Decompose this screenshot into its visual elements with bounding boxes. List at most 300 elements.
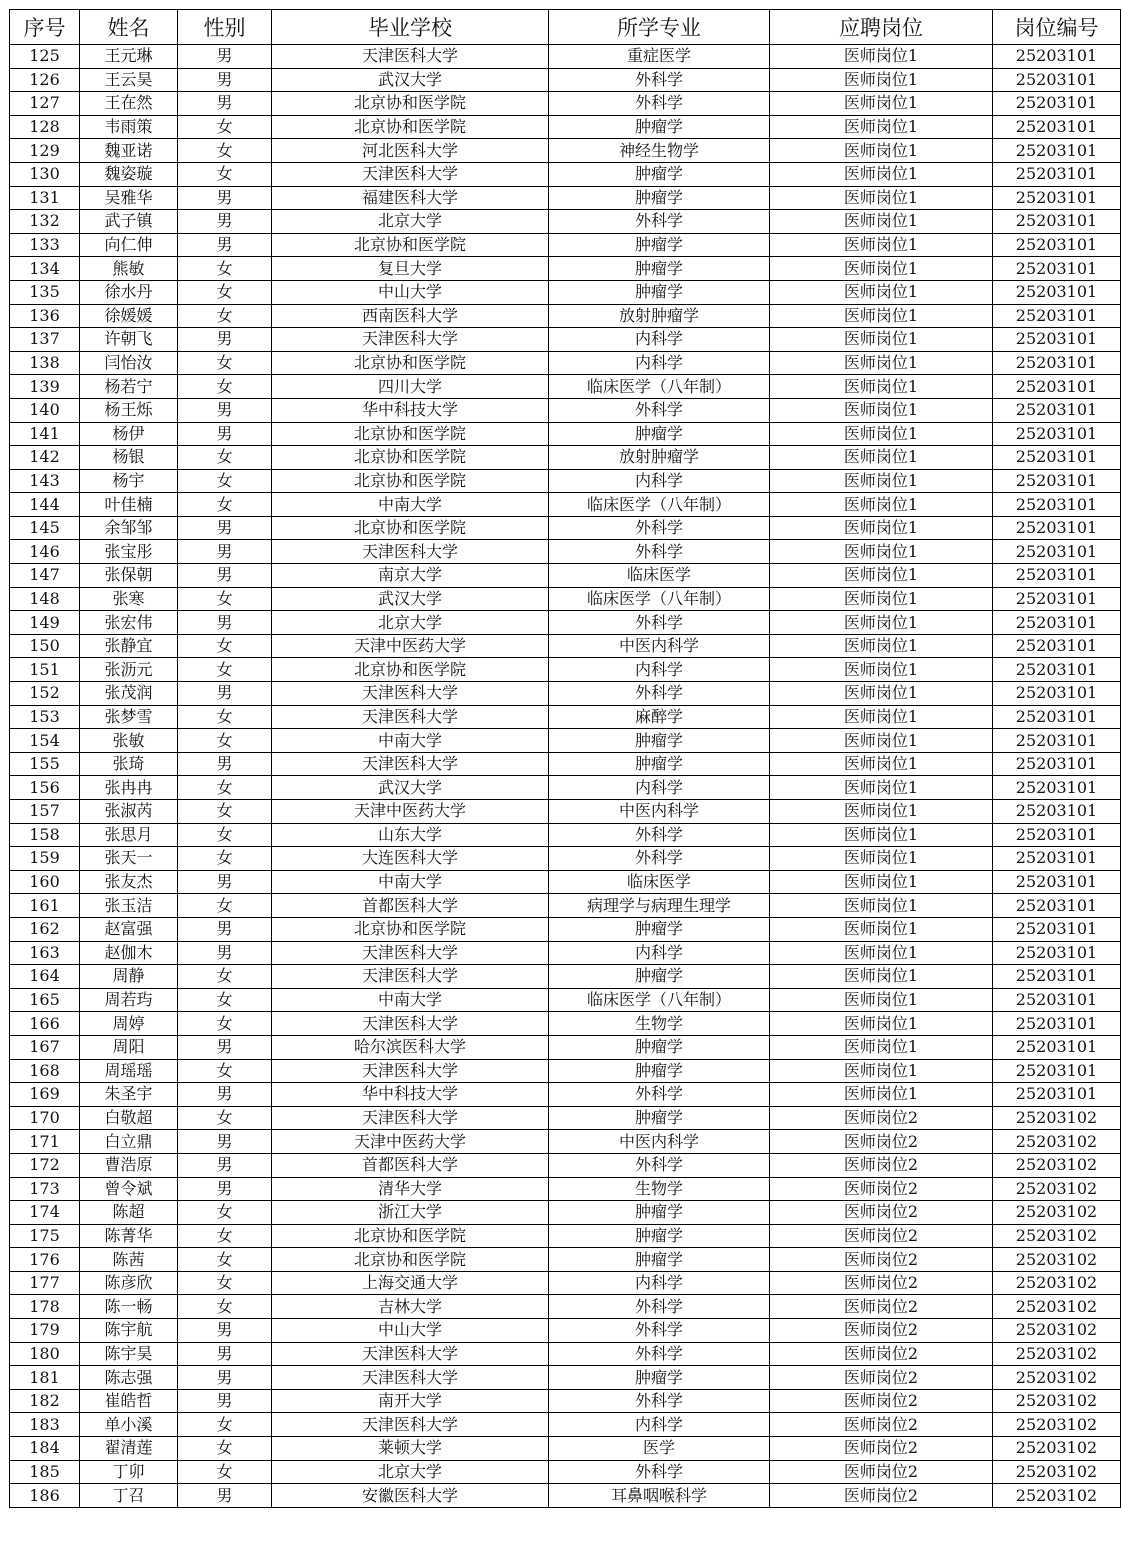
cell-index: 146 [10, 540, 80, 564]
table-row [10, 564, 1121, 588]
cell-index: 170 [10, 1106, 80, 1130]
cell-gender: 女 [178, 1012, 272, 1036]
cell-name: 张茂润 [80, 682, 178, 706]
cell-gender: 女 [178, 115, 272, 139]
cell-position: 医师岗位1 [770, 752, 993, 776]
cell-school: 天津医科大学 [272, 1106, 549, 1130]
cell-index: 125 [10, 45, 80, 69]
cell-name: 王云昊 [80, 68, 178, 92]
table-row [10, 1224, 1121, 1248]
cell-position: 医师岗位1 [770, 894, 993, 918]
cell-name: 王元琳 [80, 45, 178, 69]
cell-position: 医师岗位1 [770, 823, 993, 847]
cell-position-code: 25203102 [993, 1106, 1121, 1130]
cell-position: 医师岗位1 [770, 516, 993, 540]
cell-gender: 女 [178, 894, 272, 918]
cell-index: 137 [10, 328, 80, 352]
cell-major: 外科学 [549, 682, 770, 706]
cell-school: 北京协和医学院 [272, 351, 549, 375]
cell-gender: 女 [178, 351, 272, 375]
cell-position: 医师岗位2 [770, 1271, 993, 1295]
table-row [10, 398, 1121, 422]
cell-school: 北京大学 [272, 1460, 549, 1484]
cell-name: 许朝飞 [80, 328, 178, 352]
cell-school: 上海交通大学 [272, 1271, 549, 1295]
table-row [10, 847, 1121, 871]
cell-school: 南京大学 [272, 564, 549, 588]
cell-name: 杨伊 [80, 422, 178, 446]
cell-name: 武子镇 [80, 210, 178, 234]
cell-position-code: 25203101 [993, 328, 1121, 352]
cell-name: 张友杰 [80, 870, 178, 894]
cell-school: 北京协和医学院 [272, 92, 549, 116]
cell-position-code: 25203101 [993, 280, 1121, 304]
table-row [10, 800, 1121, 824]
cell-major: 肿瘤学 [549, 1106, 770, 1130]
cell-gender: 男 [178, 1319, 272, 1343]
cell-school: 哈尔滨医科大学 [272, 1035, 549, 1059]
cell-position-code: 25203102 [993, 1413, 1121, 1437]
cell-position-code: 25203101 [993, 917, 1121, 941]
cell-gender: 女 [178, 493, 272, 517]
cell-gender: 女 [178, 705, 272, 729]
cell-gender: 女 [178, 823, 272, 847]
cell-major: 外科学 [549, 516, 770, 540]
cell-position-code: 25203101 [993, 564, 1121, 588]
cell-index: 185 [10, 1460, 80, 1484]
table-row [10, 233, 1121, 257]
table-row [10, 1413, 1121, 1437]
cell-position: 医师岗位2 [770, 1389, 993, 1413]
table-row [10, 1319, 1121, 1343]
cell-name: 杨王烁 [80, 398, 178, 422]
table-body [10, 45, 1121, 1508]
cell-index: 184 [10, 1437, 80, 1461]
cell-gender: 男 [178, 917, 272, 941]
table-row [10, 351, 1121, 375]
cell-name: 张天一 [80, 847, 178, 871]
cell-name: 徐水丹 [80, 280, 178, 304]
cell-major: 中医内科学 [549, 800, 770, 824]
table-row [10, 45, 1121, 69]
table-row [10, 917, 1121, 941]
cell-position: 医师岗位2 [770, 1484, 993, 1508]
cell-school: 天津医科大学 [272, 1342, 549, 1366]
cell-index: 179 [10, 1319, 80, 1343]
cell-school: 中南大学 [272, 988, 549, 1012]
cell-position: 医师岗位1 [770, 729, 993, 753]
cell-position-code: 25203101 [993, 1012, 1121, 1036]
cell-name: 张寒 [80, 587, 178, 611]
cell-name: 张静宜 [80, 634, 178, 658]
cell-school: 中山大学 [272, 280, 549, 304]
cell-position: 医师岗位1 [770, 375, 993, 399]
table-row [10, 1271, 1121, 1295]
cell-position: 医师岗位1 [770, 1035, 993, 1059]
cell-position-code: 25203101 [993, 682, 1121, 706]
cell-index: 157 [10, 800, 80, 824]
cell-gender: 女 [178, 1295, 272, 1319]
cell-position: 医师岗位1 [770, 682, 993, 706]
cell-major: 神经生物学 [549, 139, 770, 163]
cell-index: 175 [10, 1224, 80, 1248]
cell-position-code: 25203101 [993, 469, 1121, 493]
cell-position-code: 25203101 [993, 233, 1121, 257]
cell-position-code: 25203102 [993, 1248, 1121, 1272]
cell-major: 外科学 [549, 92, 770, 116]
cell-gender: 女 [178, 800, 272, 824]
cell-position: 医师岗位1 [770, 92, 993, 116]
table-row [10, 587, 1121, 611]
cell-name: 周静 [80, 965, 178, 989]
cell-major: 外科学 [549, 1460, 770, 1484]
table-row [10, 776, 1121, 800]
cell-school: 首都医科大学 [272, 894, 549, 918]
cell-name: 张宏伟 [80, 611, 178, 635]
cell-name: 张梦雪 [80, 705, 178, 729]
cell-school: 福建医科大学 [272, 186, 549, 210]
cell-index: 168 [10, 1059, 80, 1083]
cell-major: 医学 [549, 1437, 770, 1461]
cell-index: 176 [10, 1248, 80, 1272]
cell-major: 外科学 [549, 210, 770, 234]
cell-position: 医师岗位2 [770, 1153, 993, 1177]
cell-position-code: 25203101 [993, 68, 1121, 92]
cell-position-code: 25203101 [993, 988, 1121, 1012]
cell-gender: 女 [178, 1201, 272, 1225]
cell-position-code: 25203101 [993, 847, 1121, 871]
cell-major: 外科学 [549, 1153, 770, 1177]
cell-index: 129 [10, 139, 80, 163]
cell-index: 165 [10, 988, 80, 1012]
table-row [10, 941, 1121, 965]
cell-school: 武汉大学 [272, 776, 549, 800]
cell-position: 医师岗位1 [770, 280, 993, 304]
header-row [10, 10, 1121, 45]
cell-major: 放射肿瘤学 [549, 446, 770, 470]
cell-index: 183 [10, 1413, 80, 1437]
cell-major: 肿瘤学 [549, 1248, 770, 1272]
table-header [10, 10, 1121, 45]
cell-position: 医师岗位2 [770, 1413, 993, 1437]
cell-major: 肿瘤学 [549, 1201, 770, 1225]
cell-name: 周若玙 [80, 988, 178, 1012]
cell-gender: 男 [178, 45, 272, 69]
cell-school: 安徽医科大学 [272, 1484, 549, 1508]
cell-position: 医师岗位2 [770, 1460, 993, 1484]
cell-major: 中医内科学 [549, 1130, 770, 1154]
cell-index: 139 [10, 375, 80, 399]
cell-major: 外科学 [549, 847, 770, 871]
cell-major: 临床医学（八年制） [549, 587, 770, 611]
cell-name: 周阳 [80, 1035, 178, 1059]
table-row [10, 1201, 1121, 1225]
cell-major: 内科学 [549, 1271, 770, 1295]
cell-major: 肿瘤学 [549, 115, 770, 139]
cell-school: 浙江大学 [272, 1201, 549, 1225]
cell-name: 单小溪 [80, 1413, 178, 1437]
cell-major: 麻醉学 [549, 705, 770, 729]
cell-index: 186 [10, 1484, 80, 1508]
cell-name: 赵富强 [80, 917, 178, 941]
cell-major: 内科学 [549, 776, 770, 800]
table-row [10, 1059, 1121, 1083]
table-row [10, 1295, 1121, 1319]
cell-major: 内科学 [549, 1413, 770, 1437]
cell-position-code: 25203101 [993, 210, 1121, 234]
table-row [10, 658, 1121, 682]
cell-school: 中山大学 [272, 1319, 549, 1343]
table-row [10, 1177, 1121, 1201]
cell-major: 肿瘤学 [549, 233, 770, 257]
cell-school: 天津医科大学 [272, 705, 549, 729]
cell-gender: 男 [178, 564, 272, 588]
cell-school: 天津中医药大学 [272, 800, 549, 824]
cell-gender: 女 [178, 1437, 272, 1461]
cell-index: 178 [10, 1295, 80, 1319]
cell-position-code: 25203101 [993, 823, 1121, 847]
cell-position-code: 25203101 [993, 587, 1121, 611]
cell-index: 171 [10, 1130, 80, 1154]
cell-gender: 男 [178, 186, 272, 210]
cell-name: 翟清莲 [80, 1437, 178, 1461]
cell-position: 医师岗位1 [770, 446, 993, 470]
cell-name: 陈宇航 [80, 1319, 178, 1343]
cell-position-code: 25203101 [993, 540, 1121, 564]
cell-index: 135 [10, 280, 80, 304]
cell-gender: 男 [178, 328, 272, 352]
cell-position: 医师岗位1 [770, 917, 993, 941]
cell-name: 张宝彤 [80, 540, 178, 564]
cell-gender: 男 [178, 1035, 272, 1059]
cell-school: 天津医科大学 [272, 1059, 549, 1083]
table-row [10, 1153, 1121, 1177]
cell-gender: 男 [178, 540, 272, 564]
table-row [10, 139, 1121, 163]
cell-major: 外科学 [549, 1342, 770, 1366]
table-row [10, 634, 1121, 658]
cell-major: 耳鼻咽喉科学 [549, 1484, 770, 1508]
cell-position: 医师岗位2 [770, 1366, 993, 1390]
cell-name: 韦雨策 [80, 115, 178, 139]
cell-school: 武汉大学 [272, 587, 549, 611]
table-row [10, 115, 1121, 139]
table-row [10, 304, 1121, 328]
cell-gender: 女 [178, 139, 272, 163]
table-row [10, 752, 1121, 776]
cell-index: 174 [10, 1201, 80, 1225]
cell-name: 张淑芮 [80, 800, 178, 824]
cell-major: 生物学 [549, 1012, 770, 1036]
cell-index: 166 [10, 1012, 80, 1036]
cell-school: 天津医科大学 [272, 752, 549, 776]
cell-position-code: 25203101 [993, 304, 1121, 328]
cell-position: 医师岗位1 [770, 705, 993, 729]
table-row [10, 446, 1121, 470]
cell-school: 华中科技大学 [272, 1083, 549, 1107]
cell-school: 天津医科大学 [272, 162, 549, 186]
table-row [10, 870, 1121, 894]
cell-major: 临床医学 [549, 564, 770, 588]
applicant-table [9, 9, 1121, 1508]
cell-school: 北京协和医学院 [272, 233, 549, 257]
cell-gender: 男 [178, 516, 272, 540]
cell-name: 杨宇 [80, 469, 178, 493]
cell-index: 136 [10, 304, 80, 328]
cell-position-code: 25203102 [993, 1224, 1121, 1248]
cell-index: 169 [10, 1083, 80, 1107]
cell-major: 肿瘤学 [549, 1035, 770, 1059]
cell-name: 王在然 [80, 92, 178, 116]
cell-name: 张思月 [80, 823, 178, 847]
cell-school: 复旦大学 [272, 257, 549, 281]
cell-position: 医师岗位2 [770, 1224, 993, 1248]
cell-school: 天津中医药大学 [272, 634, 549, 658]
cell-position-code: 25203102 [993, 1389, 1121, 1413]
cell-gender: 男 [178, 233, 272, 257]
cell-position-code: 25203101 [993, 870, 1121, 894]
cell-index: 163 [10, 941, 80, 965]
cell-position-code: 25203101 [993, 800, 1121, 824]
cell-name: 杨若宁 [80, 375, 178, 399]
cell-index: 162 [10, 917, 80, 941]
cell-major: 外科学 [549, 1389, 770, 1413]
cell-index: 134 [10, 257, 80, 281]
cell-position: 医师岗位2 [770, 1201, 993, 1225]
cell-gender: 男 [178, 68, 272, 92]
cell-name: 曾令斌 [80, 1177, 178, 1201]
table-row [10, 92, 1121, 116]
cell-position: 医师岗位1 [770, 115, 993, 139]
cell-gender: 男 [178, 870, 272, 894]
cell-school: 天津医科大学 [272, 1366, 549, 1390]
cell-school: 天津医科大学 [272, 1012, 549, 1036]
cell-school: 莱顿大学 [272, 1437, 549, 1461]
cell-index: 172 [10, 1153, 80, 1177]
cell-position: 医师岗位1 [770, 776, 993, 800]
cell-name: 白敬超 [80, 1106, 178, 1130]
cell-gender: 男 [178, 1177, 272, 1201]
cell-position: 医师岗位1 [770, 800, 993, 824]
cell-name: 张琦 [80, 752, 178, 776]
cell-position-code: 25203101 [993, 162, 1121, 186]
cell-name: 余邹邹 [80, 516, 178, 540]
cell-index: 132 [10, 210, 80, 234]
cell-name: 陈超 [80, 1201, 178, 1225]
table-row [10, 375, 1121, 399]
table-row [10, 682, 1121, 706]
cell-position-code: 25203101 [993, 965, 1121, 989]
cell-major: 内科学 [549, 658, 770, 682]
cell-major: 生物学 [549, 1177, 770, 1201]
cell-position-code: 25203101 [993, 1083, 1121, 1107]
cell-major: 外科学 [549, 398, 770, 422]
cell-name: 陈志强 [80, 1366, 178, 1390]
cell-name: 魏亚诺 [80, 139, 178, 163]
cell-index: 131 [10, 186, 80, 210]
cell-gender: 男 [178, 398, 272, 422]
cell-major: 肿瘤学 [549, 1224, 770, 1248]
cell-position-code: 25203101 [993, 941, 1121, 965]
cell-index: 173 [10, 1177, 80, 1201]
header-position-code: 岗位编号 [993, 10, 1121, 45]
cell-major: 肿瘤学 [549, 422, 770, 446]
cell-gender: 女 [178, 1224, 272, 1248]
cell-position: 医师岗位1 [770, 988, 993, 1012]
cell-position-code: 25203101 [993, 493, 1121, 517]
cell-school: 北京协和医学院 [272, 658, 549, 682]
cell-school: 天津医科大学 [272, 45, 549, 69]
table-row [10, 611, 1121, 635]
header-school: 毕业学校 [272, 10, 549, 45]
cell-major: 肿瘤学 [549, 1059, 770, 1083]
cell-gender: 男 [178, 1083, 272, 1107]
cell-name: 陈茜 [80, 1248, 178, 1272]
cell-position: 医师岗位1 [770, 162, 993, 186]
table-row [10, 1342, 1121, 1366]
table-row [10, 493, 1121, 517]
cell-name: 陈一畅 [80, 1295, 178, 1319]
cell-index: 152 [10, 682, 80, 706]
cell-major: 重症医学 [549, 45, 770, 69]
cell-position-code: 25203102 [993, 1153, 1121, 1177]
cell-position: 医师岗位1 [770, 45, 993, 69]
cell-name: 曹浩原 [80, 1153, 178, 1177]
cell-gender: 女 [178, 658, 272, 682]
table-row [10, 68, 1121, 92]
cell-position: 医师岗位1 [770, 257, 993, 281]
cell-gender: 女 [178, 375, 272, 399]
cell-school: 北京协和医学院 [272, 446, 549, 470]
cell-index: 147 [10, 564, 80, 588]
cell-school: 北京协和医学院 [272, 469, 549, 493]
cell-school: 清华大学 [272, 1177, 549, 1201]
cell-school: 北京大学 [272, 611, 549, 635]
cell-school: 北京协和医学院 [272, 422, 549, 446]
cell-position: 医师岗位1 [770, 493, 993, 517]
table-row [10, 1012, 1121, 1036]
cell-gender: 女 [178, 1460, 272, 1484]
cell-index: 177 [10, 1271, 80, 1295]
cell-index: 145 [10, 516, 80, 540]
table-row [10, 162, 1121, 186]
cell-position-code: 25203101 [993, 446, 1121, 470]
cell-position: 医师岗位1 [770, 870, 993, 894]
cell-position: 医师岗位1 [770, 351, 993, 375]
cell-position: 医师岗位1 [770, 611, 993, 635]
cell-name: 闫怡汝 [80, 351, 178, 375]
cell-position-code: 25203101 [993, 752, 1121, 776]
cell-position-code: 25203102 [993, 1271, 1121, 1295]
table-row [10, 705, 1121, 729]
cell-name: 向仁伸 [80, 233, 178, 257]
cell-school: 北京协和医学院 [272, 1224, 549, 1248]
cell-position: 医师岗位2 [770, 1295, 993, 1319]
cell-position-code: 25203101 [993, 92, 1121, 116]
cell-gender: 女 [178, 965, 272, 989]
cell-major: 外科学 [549, 540, 770, 564]
cell-position: 医师岗位2 [770, 1319, 993, 1343]
table-row [10, 1437, 1121, 1461]
cell-major: 内科学 [549, 941, 770, 965]
cell-position-code: 25203102 [993, 1295, 1121, 1319]
cell-position-code: 25203101 [993, 115, 1121, 139]
cell-position: 医师岗位1 [770, 328, 993, 352]
cell-school: 中南大学 [272, 729, 549, 753]
cell-major: 外科学 [549, 1295, 770, 1319]
cell-index: 181 [10, 1366, 80, 1390]
cell-major: 外科学 [549, 823, 770, 847]
